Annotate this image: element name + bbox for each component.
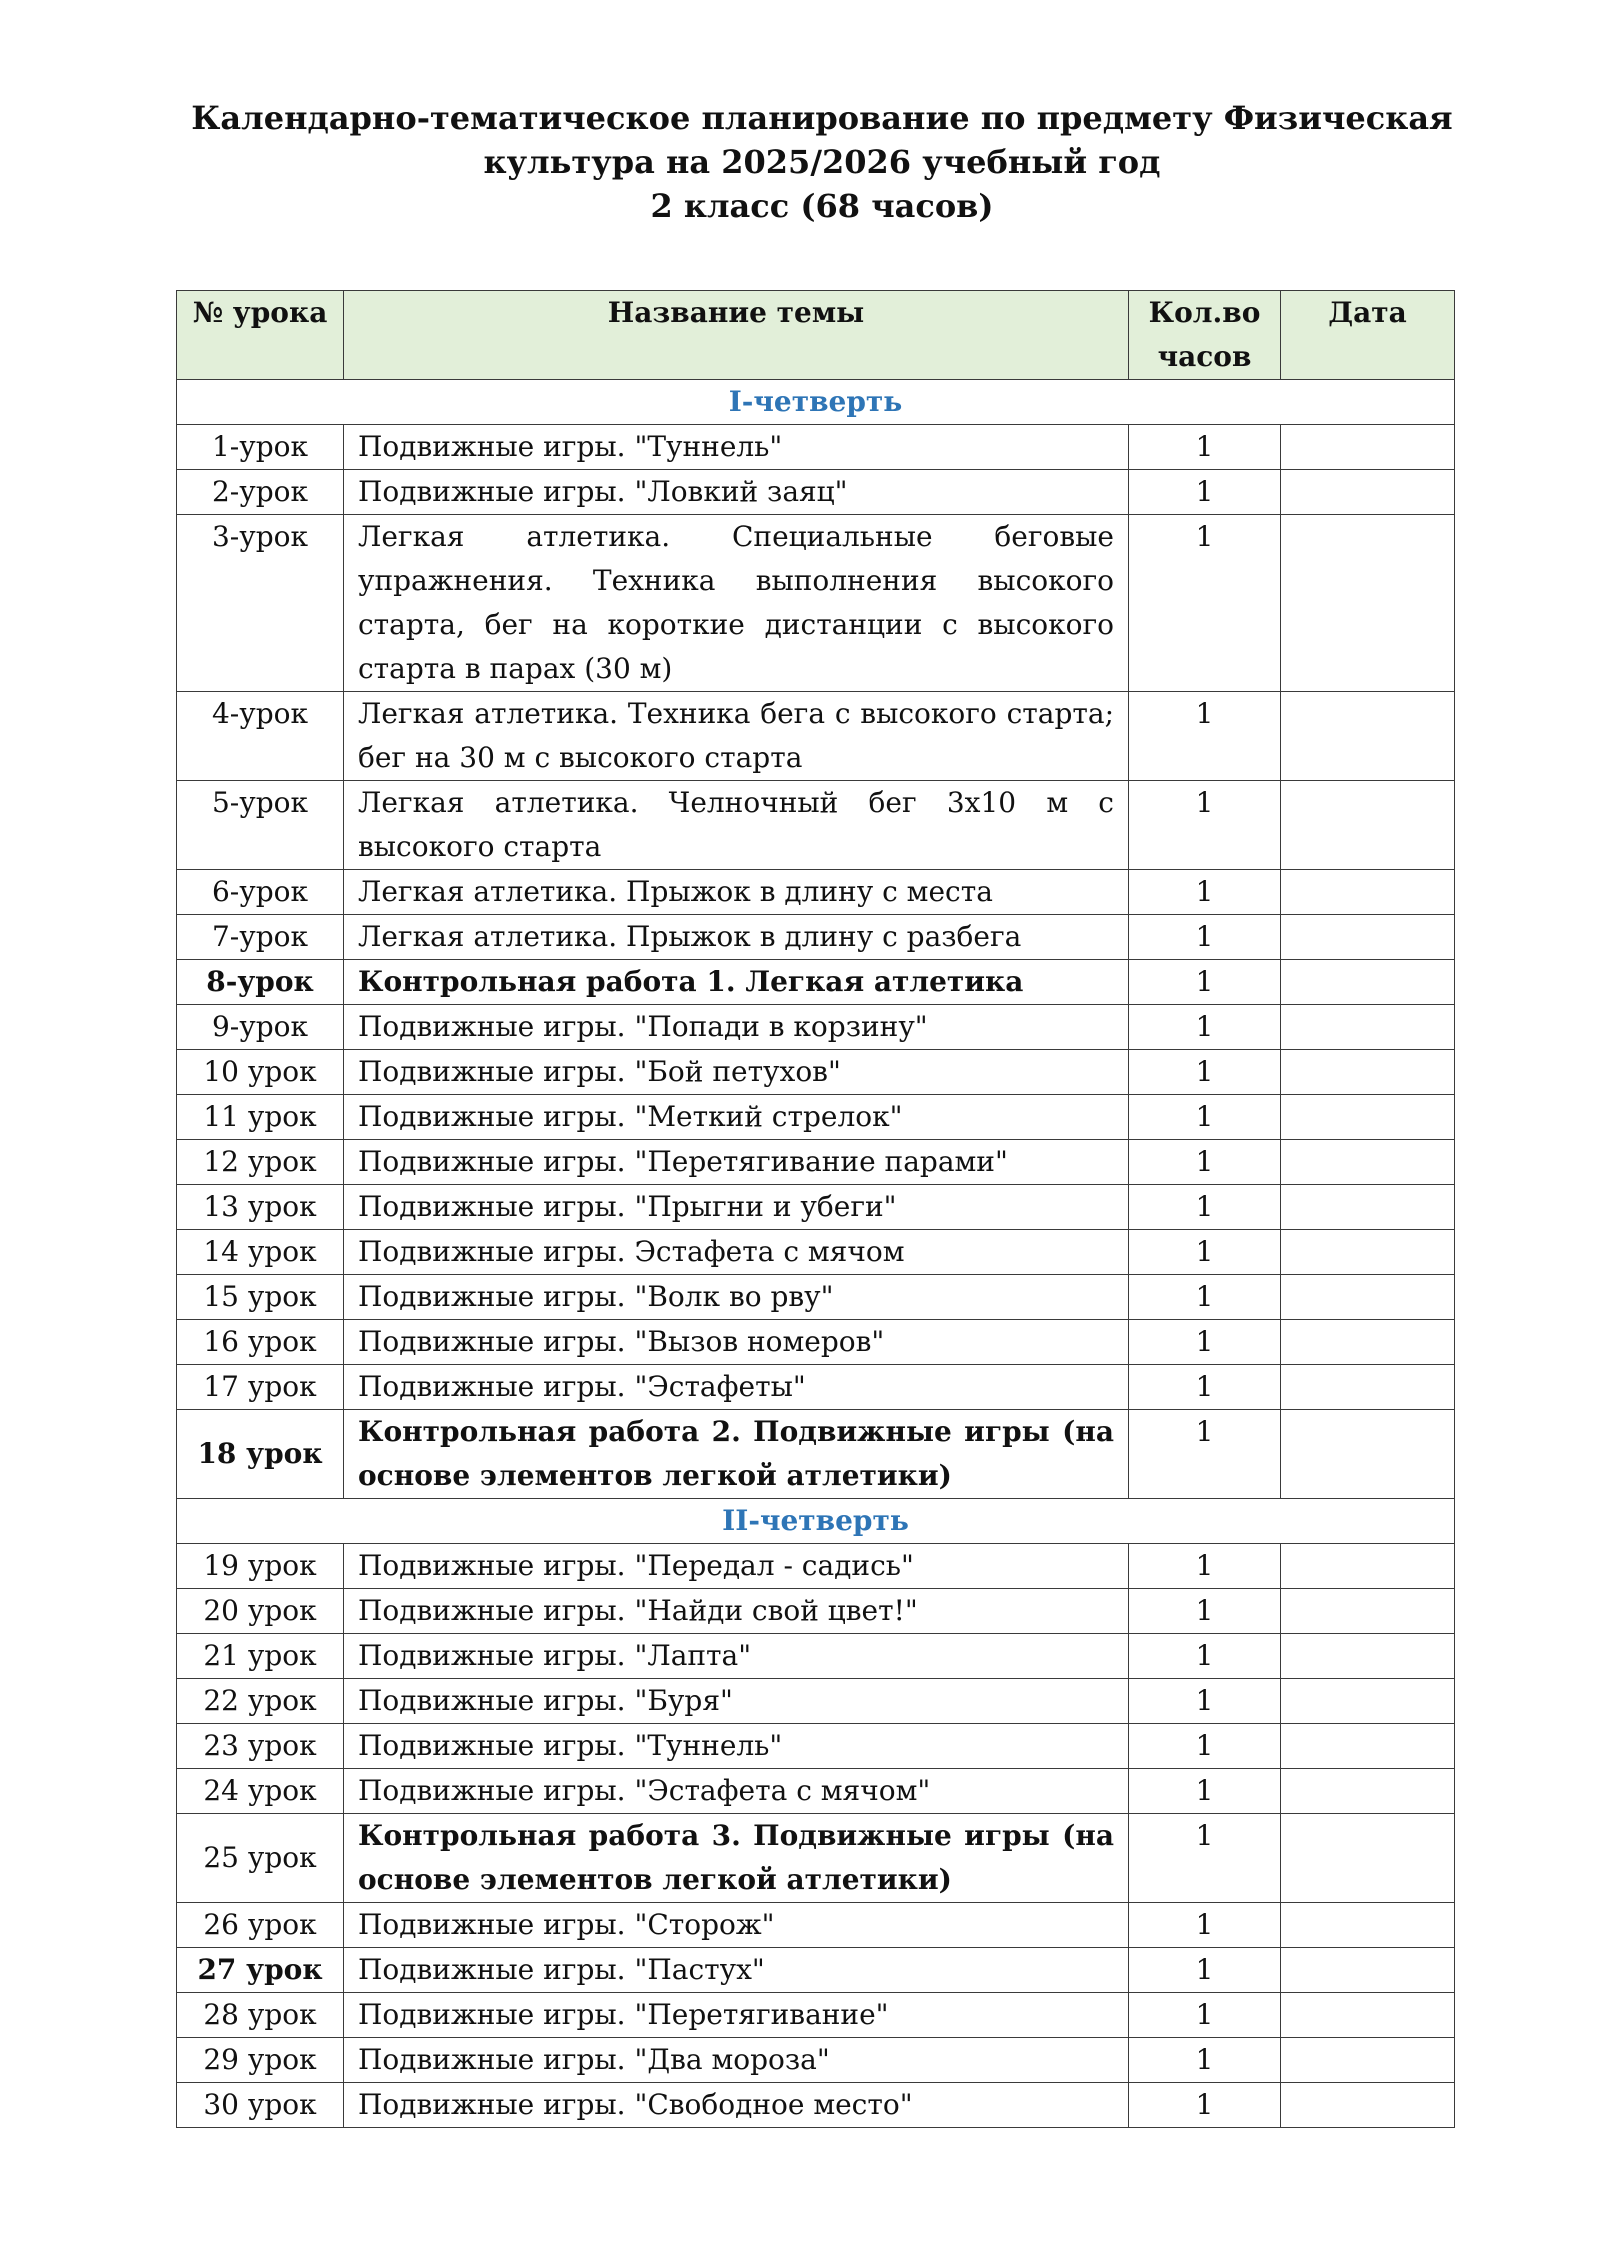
lesson-hours-cell: 1 (1129, 1365, 1281, 1410)
lesson-number-cell: 27 урок (177, 1948, 344, 1993)
table-row (177, 1724, 1455, 1769)
lesson-date-cell (1281, 1993, 1455, 2038)
lesson-number-cell: 17 урок (177, 1365, 344, 1410)
table-row (177, 1634, 1455, 1679)
lesson-topic-cell: Легкая атлетика. Специальные беговые упражнения. Техника выполнения высокого старта, бег на короткие дистанции с высокого старта в парах (30 м) (344, 515, 1129, 692)
lesson-hours-cell: 1 (1129, 1275, 1281, 1320)
title-line-2: культура на 2025/2026 учебный год (483, 143, 1161, 181)
lesson-hours-cell: 1 (1129, 1903, 1281, 1948)
lesson-topic-cell: Подвижные игры. "Меткий стрелок" (344, 1095, 1129, 1140)
lesson-number-cell: 11 урок (177, 1095, 344, 1140)
document-title (176, 96, 1468, 228)
header-lesson-number: № урока (177, 291, 344, 380)
lesson-topic-cell: Подвижные игры. "Вызов номеров" (344, 1320, 1129, 1365)
lesson-topic-cell: Подвижные игры. Эстафета с мячом (344, 1230, 1129, 1275)
lesson-date-cell (1281, 1140, 1455, 1185)
lesson-date-cell (1281, 1769, 1455, 1814)
lesson-date-cell (1281, 1948, 1455, 1993)
lesson-number-cell: 14 урок (177, 1230, 344, 1275)
lesson-hours-cell: 1 (1129, 515, 1281, 692)
lesson-hours-cell: 1 (1129, 1634, 1281, 1679)
header-topic: Название темы (344, 291, 1129, 380)
lesson-hours-cell: 1 (1129, 1814, 1281, 1903)
lesson-hours-cell: 1 (1129, 1230, 1281, 1275)
lesson-number-cell: 4-урок (177, 692, 344, 781)
lesson-topic-cell: Подвижные игры. "Бой петухов" (344, 1050, 1129, 1095)
lesson-number-cell: 30 урок (177, 2083, 344, 2128)
quarter-row (177, 1499, 1455, 1544)
table-row (177, 915, 1455, 960)
lesson-date-cell (1281, 1410, 1455, 1499)
lesson-number-cell: 28 урок (177, 1993, 344, 2038)
lesson-number-cell: 7-урок (177, 915, 344, 960)
lesson-date-cell (1281, 1275, 1455, 1320)
lesson-topic-cell: Контрольная работа 3. Подвижные игры (на основе элементов легкой атлетики) (344, 1814, 1129, 1903)
lesson-date-cell (1281, 1185, 1455, 1230)
lesson-topic-cell: Подвижные игры. "Сторож" (344, 1903, 1129, 1948)
quarter-heading: II-четверть (177, 1499, 1455, 1544)
lesson-hours-cell: 1 (1129, 1589, 1281, 1634)
lesson-date-cell (1281, 1724, 1455, 1769)
lesson-number-cell: 21 урок (177, 1634, 344, 1679)
lesson-hours-cell: 1 (1129, 1993, 1281, 2038)
table-row (177, 1903, 1455, 1948)
lesson-topic-cell: Подвижные игры. "Эстафета с мячом" (344, 1769, 1129, 1814)
table-row (177, 1185, 1455, 1230)
table-row (177, 2038, 1455, 2083)
lesson-hours-cell: 1 (1129, 1005, 1281, 1050)
table-header-row (177, 291, 1455, 380)
lesson-number-cell: 2-урок (177, 470, 344, 515)
lesson-topic-cell: Подвижные игры. "Прыгни и убеги" (344, 1185, 1129, 1230)
lesson-topic-cell: Легкая атлетика. Челночный бег 3х10 м с высокого старта (344, 781, 1129, 870)
lesson-date-cell (1281, 2083, 1455, 2128)
lesson-date-cell (1281, 1634, 1455, 1679)
table-row (177, 1365, 1455, 1410)
table-body (177, 380, 1455, 2128)
lesson-number-cell: 22 урок (177, 1679, 344, 1724)
lesson-topic-cell: Подвижные игры. "Два мороза" (344, 2038, 1129, 2083)
lesson-topic-cell: Легкая атлетика. Прыжок в длину с места (344, 870, 1129, 915)
lesson-date-cell (1281, 1230, 1455, 1275)
lesson-date-cell (1281, 470, 1455, 515)
header-hours (1129, 291, 1281, 380)
lesson-number-cell: 12 урок (177, 1140, 344, 1185)
table-row (177, 1005, 1455, 1050)
lesson-hours-cell: 1 (1129, 470, 1281, 515)
lesson-number-cell: 26 урок (177, 1903, 344, 1948)
lesson-date-cell (1281, 515, 1455, 692)
lesson-date-cell (1281, 1814, 1455, 1903)
lesson-hours-cell: 1 (1129, 915, 1281, 960)
lesson-topic-cell: Подвижные игры. "Передал - садись" (344, 1544, 1129, 1589)
table-row (177, 960, 1455, 1005)
lesson-topic-cell: Подвижные игры. "Волк во рву" (344, 1275, 1129, 1320)
table-row (177, 1589, 1455, 1634)
lesson-hours-cell: 1 (1129, 1724, 1281, 1769)
lesson-topic-cell: Легкая атлетика. Прыжок в длину с разбега (344, 915, 1129, 960)
lesson-hours-cell: 1 (1129, 1095, 1281, 1140)
lesson-number-cell: 23 урок (177, 1724, 344, 1769)
quarter-row (177, 380, 1455, 425)
lesson-hours-cell: 1 (1129, 960, 1281, 1005)
header-hours-line-2: часов (1157, 340, 1252, 373)
lesson-hours-cell: 1 (1129, 1948, 1281, 1993)
lesson-number-cell: 18 урок (177, 1410, 344, 1499)
lesson-hours-cell: 1 (1129, 1140, 1281, 1185)
header-hours-line-1: Кол.во (1148, 296, 1261, 329)
table-row (177, 2083, 1455, 2128)
table-row (177, 425, 1455, 470)
lesson-date-cell (1281, 2038, 1455, 2083)
table-row (177, 1948, 1455, 1993)
table-row (177, 1544, 1455, 1589)
lesson-hours-cell: 1 (1129, 2038, 1281, 2083)
lesson-number-cell: 19 урок (177, 1544, 344, 1589)
table-row (177, 692, 1455, 781)
lesson-topic-cell: Подвижные игры. "Эстафеты" (344, 1365, 1129, 1410)
lesson-number-cell: 6-урок (177, 870, 344, 915)
table-row (177, 1275, 1455, 1320)
lesson-number-cell: 29 урок (177, 2038, 344, 2083)
lesson-date-cell (1281, 1589, 1455, 1634)
table-row (177, 781, 1455, 870)
lesson-topic-cell: Подвижные игры. "Лапта" (344, 1634, 1129, 1679)
lesson-date-cell (1281, 915, 1455, 960)
lesson-number-cell: 3-урок (177, 515, 344, 692)
lesson-hours-cell: 1 (1129, 2083, 1281, 2128)
lesson-number-cell: 20 урок (177, 1589, 344, 1634)
header-date: Дата (1281, 291, 1455, 380)
lesson-hours-cell: 1 (1129, 692, 1281, 781)
table-row (177, 1230, 1455, 1275)
lesson-hours-cell: 1 (1129, 781, 1281, 870)
lesson-topic-cell: Подвижные игры. "Туннель" (344, 425, 1129, 470)
lesson-number-cell: 13 урок (177, 1185, 344, 1230)
lesson-topic-cell: Подвижные игры. "Пастух" (344, 1948, 1129, 1993)
lesson-date-cell (1281, 1903, 1455, 1948)
table-row (177, 1814, 1455, 1903)
table-row (177, 1679, 1455, 1724)
lesson-topic-cell: Подвижные игры. "Буря" (344, 1679, 1129, 1724)
lesson-number-cell: 25 урок (177, 1814, 344, 1903)
table-row (177, 470, 1455, 515)
lesson-number-cell: 1-урок (177, 425, 344, 470)
table-row (177, 1769, 1455, 1814)
table-row (177, 870, 1455, 915)
lesson-topic-cell: Подвижные игры. "Найди свой цвет!" (344, 1589, 1129, 1634)
lesson-date-cell (1281, 1320, 1455, 1365)
table-row (177, 515, 1455, 692)
lesson-topic-cell: Контрольная работа 2. Подвижные игры (на основе элементов легкой атлетики) (344, 1410, 1129, 1499)
lesson-date-cell (1281, 692, 1455, 781)
lesson-hours-cell: 1 (1129, 1185, 1281, 1230)
lesson-topic-cell: Подвижные игры. "Туннель" (344, 1724, 1129, 1769)
lesson-topic-cell: Подвижные игры. "Свободное место" (344, 2083, 1129, 2128)
lesson-date-cell (1281, 1679, 1455, 1724)
lesson-date-cell (1281, 1095, 1455, 1140)
lesson-topic-cell: Подвижные игры. "Перетягивание парами" (344, 1140, 1129, 1185)
table-row (177, 1993, 1455, 2038)
lesson-hours-cell: 1 (1129, 870, 1281, 915)
lesson-hours-cell: 1 (1129, 1410, 1281, 1499)
lesson-topic-cell: Подвижные игры. "Ловкий заяц" (344, 470, 1129, 515)
lesson-topic-cell: Легкая атлетика. Техника бега с высокого старта; бег на 30 м с высокого старта (344, 692, 1129, 781)
lesson-date-cell (1281, 1365, 1455, 1410)
table-row (177, 1410, 1455, 1499)
lesson-hours-cell: 1 (1129, 1679, 1281, 1724)
lesson-topic-cell: Подвижные игры. "Попади в корзину" (344, 1005, 1129, 1050)
lesson-plan-table (176, 290, 1455, 2128)
lesson-topic-cell: Контрольная работа 1. Легкая атлетика (344, 960, 1129, 1005)
lesson-hours-cell: 1 (1129, 1050, 1281, 1095)
lesson-number-cell: 15 урок (177, 1275, 344, 1320)
table-row (177, 1320, 1455, 1365)
lesson-date-cell (1281, 960, 1455, 1005)
lesson-date-cell (1281, 425, 1455, 470)
lesson-hours-cell: 1 (1129, 425, 1281, 470)
lesson-date-cell (1281, 1050, 1455, 1095)
lesson-number-cell: 9-урок (177, 1005, 344, 1050)
lesson-number-cell: 8-урок (177, 960, 344, 1005)
lesson-date-cell (1281, 1544, 1455, 1589)
lesson-date-cell (1281, 870, 1455, 915)
lesson-hours-cell: 1 (1129, 1769, 1281, 1814)
table-row (177, 1050, 1455, 1095)
lesson-number-cell: 24 урок (177, 1769, 344, 1814)
lesson-date-cell (1281, 781, 1455, 870)
table-row (177, 1095, 1455, 1140)
lesson-hours-cell: 1 (1129, 1544, 1281, 1589)
lesson-date-cell (1281, 1005, 1455, 1050)
title-line-3: 2 класс (68 часов) (650, 187, 994, 225)
lesson-number-cell: 16 урок (177, 1320, 344, 1365)
lesson-hours-cell: 1 (1129, 1320, 1281, 1365)
table-row (177, 1140, 1455, 1185)
title-line-1: Календарно-тематическое планирование по предмету Физическая (191, 99, 1453, 137)
lesson-number-cell: 5-урок (177, 781, 344, 870)
lesson-number-cell: 10 урок (177, 1050, 344, 1095)
lesson-topic-cell: Подвижные игры. "Перетягивание" (344, 1993, 1129, 2038)
quarter-heading: I-четверть (177, 380, 1455, 425)
